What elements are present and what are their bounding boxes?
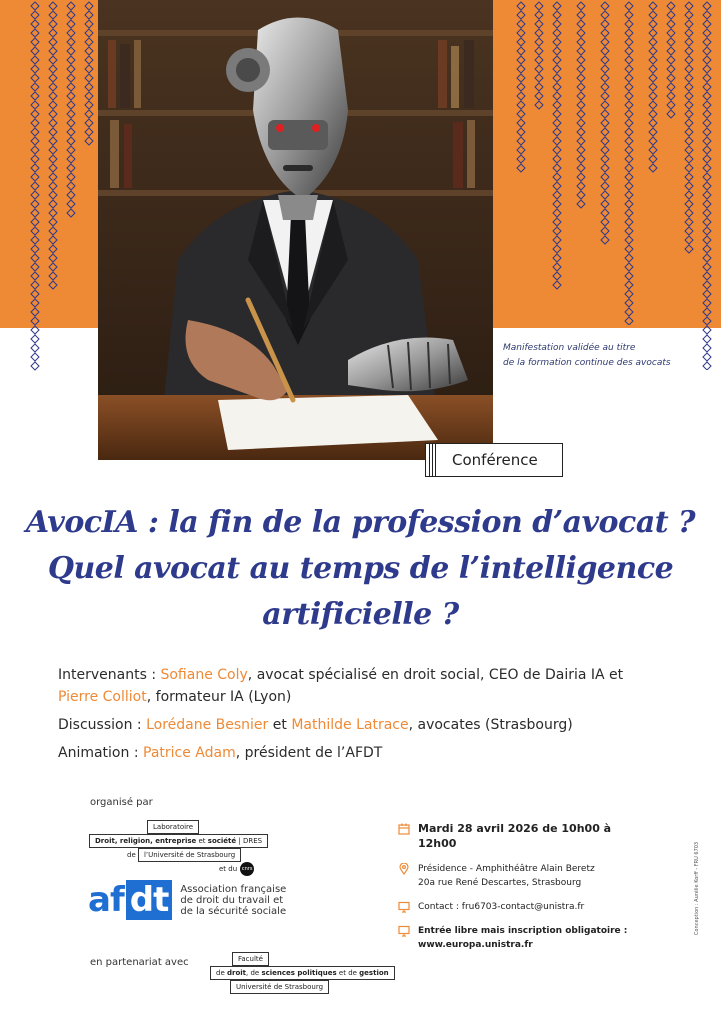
faculty-joiner: , de xyxy=(246,969,262,977)
laboratory-logo xyxy=(89,820,268,876)
lab-name-part: société xyxy=(207,837,237,845)
discussion-label: Discussion : xyxy=(58,717,147,733)
calendar-icon xyxy=(398,823,410,835)
afdt-fullname xyxy=(180,884,286,917)
event-registration xyxy=(398,924,638,952)
afdt-fullname-line: de droit du travail et xyxy=(180,894,284,906)
lab-joiner: et xyxy=(196,837,208,845)
page-title xyxy=(20,500,701,638)
diamond-chain-decoration xyxy=(648,0,658,175)
animation-label: Animation : xyxy=(58,745,143,761)
location-pin-icon xyxy=(398,863,410,875)
afdt-wordmark-part: dt xyxy=(126,880,173,920)
design-credit: Conception : Aurélie Korff - FRU 6703 xyxy=(694,841,700,935)
robot-lawyer-illustration xyxy=(98,0,493,460)
afdt-logo xyxy=(88,880,286,920)
registration-url[interactable]: www.europa.unistra.fr xyxy=(418,940,533,950)
diamond-chain-decoration xyxy=(624,0,634,325)
computer-icon xyxy=(398,925,410,937)
diamond-chain-decoration xyxy=(66,0,76,220)
diamond-chain-decoration xyxy=(534,0,544,110)
lab-name-part: Droit, religion, entreprise xyxy=(95,837,197,845)
faculty-line: Faculté xyxy=(232,952,269,966)
diamond-chain-decoration xyxy=(516,0,526,180)
diamond-chain-decoration xyxy=(702,0,712,370)
partnership-label: en partenariat avec xyxy=(90,957,189,968)
host-role: , président de l’AFDT xyxy=(235,745,383,761)
faculty-line xyxy=(210,966,395,980)
event-date xyxy=(398,822,638,852)
afdt-fullname-line: de la sécurité sociale xyxy=(180,905,287,917)
registration-text: Entrée libre mais inscription obligatoire : xyxy=(418,926,628,936)
faculty-name-part: droit xyxy=(226,969,247,977)
afdt-fullname-line: Association française xyxy=(180,883,287,895)
lab-line xyxy=(89,834,268,848)
speaker-name: Pierre Colliot xyxy=(58,689,147,705)
event-contact xyxy=(398,900,638,914)
faculty-joiner: et de xyxy=(336,969,360,977)
tag-bars-decoration xyxy=(426,444,442,476)
discussion-line xyxy=(58,714,698,736)
location-line: 20a rue René Descartes, Strasbourg xyxy=(418,878,582,888)
diamond-chain-decoration xyxy=(84,0,94,150)
speaker-role: , avocat spécialisé en droit social, CEO de Dairia IA et xyxy=(247,667,624,683)
afdt-wordmark-part: af xyxy=(88,880,124,920)
discussant-name: Lorédane Besnier xyxy=(146,717,269,733)
speakers-section xyxy=(58,664,698,770)
conference-tag-label: Conférence xyxy=(452,451,538,469)
title-line: Quel avocat au temps de l’intelligence xyxy=(47,551,674,586)
lab-acronym: | DRES xyxy=(236,837,263,845)
animation-line xyxy=(58,742,698,764)
conference-tag xyxy=(425,443,563,477)
training-validation-note xyxy=(503,341,713,371)
diamond-chain-decoration xyxy=(684,0,694,260)
diamond-chain-decoration xyxy=(48,0,58,290)
speakers-label: Intervenants : xyxy=(58,667,161,683)
event-info xyxy=(398,822,638,962)
faculty-logo xyxy=(210,952,395,994)
validation-note-line: de la formation continue des avocats xyxy=(503,358,671,368)
diamond-chain-decoration xyxy=(30,0,40,375)
discussion-role: , avocates (Strasbourg) xyxy=(408,717,573,733)
title-line: AvocIA : la fin de la profession d’avocat ? xyxy=(25,505,696,540)
discussant-name: Mathilde Latrace xyxy=(291,717,409,733)
location-line: Présidence - Amphithéâtre Alain Beretz xyxy=(418,864,595,874)
lab-line: l’Université de Strasbourg xyxy=(138,848,241,862)
speaker-role: , formateur IA (Lyon) xyxy=(146,689,292,705)
diamond-chain-decoration xyxy=(600,0,610,250)
speaker-name: Sofiane Coly xyxy=(160,667,248,683)
faculty-joiner: de xyxy=(216,969,227,977)
event-date-text: Mardi 28 avril 2026 de 10h00 à 12h00 xyxy=(418,822,612,850)
event-location xyxy=(398,862,638,890)
validation-note-line: Manifestation validée au titre xyxy=(503,343,636,353)
computer-icon xyxy=(398,901,410,913)
organized-by-label: organisé par xyxy=(90,797,153,808)
speakers-line xyxy=(58,664,698,708)
cnrs-logo: cnrs xyxy=(240,862,254,876)
lab-line-prefix: de xyxy=(127,851,136,859)
lab-line: et du xyxy=(219,865,238,873)
faculty-name-part: sciences politiques xyxy=(261,969,337,977)
host-name: Patrice Adam xyxy=(143,745,236,761)
lab-line: Laboratoire xyxy=(147,820,199,834)
diamond-chain-decoration xyxy=(666,0,676,120)
faculty-line: Université de Strasbourg xyxy=(230,980,329,994)
title-line: artificielle ? xyxy=(262,597,459,632)
faculty-name-part: gestion xyxy=(359,969,389,977)
discussion-joiner: et xyxy=(268,717,292,733)
afdt-wordmark xyxy=(88,880,172,920)
contact-text: Contact : fru6703-contact@unistra.fr xyxy=(418,902,585,912)
diamond-chain-decoration xyxy=(576,0,586,215)
diamond-chain-decoration xyxy=(552,0,562,290)
